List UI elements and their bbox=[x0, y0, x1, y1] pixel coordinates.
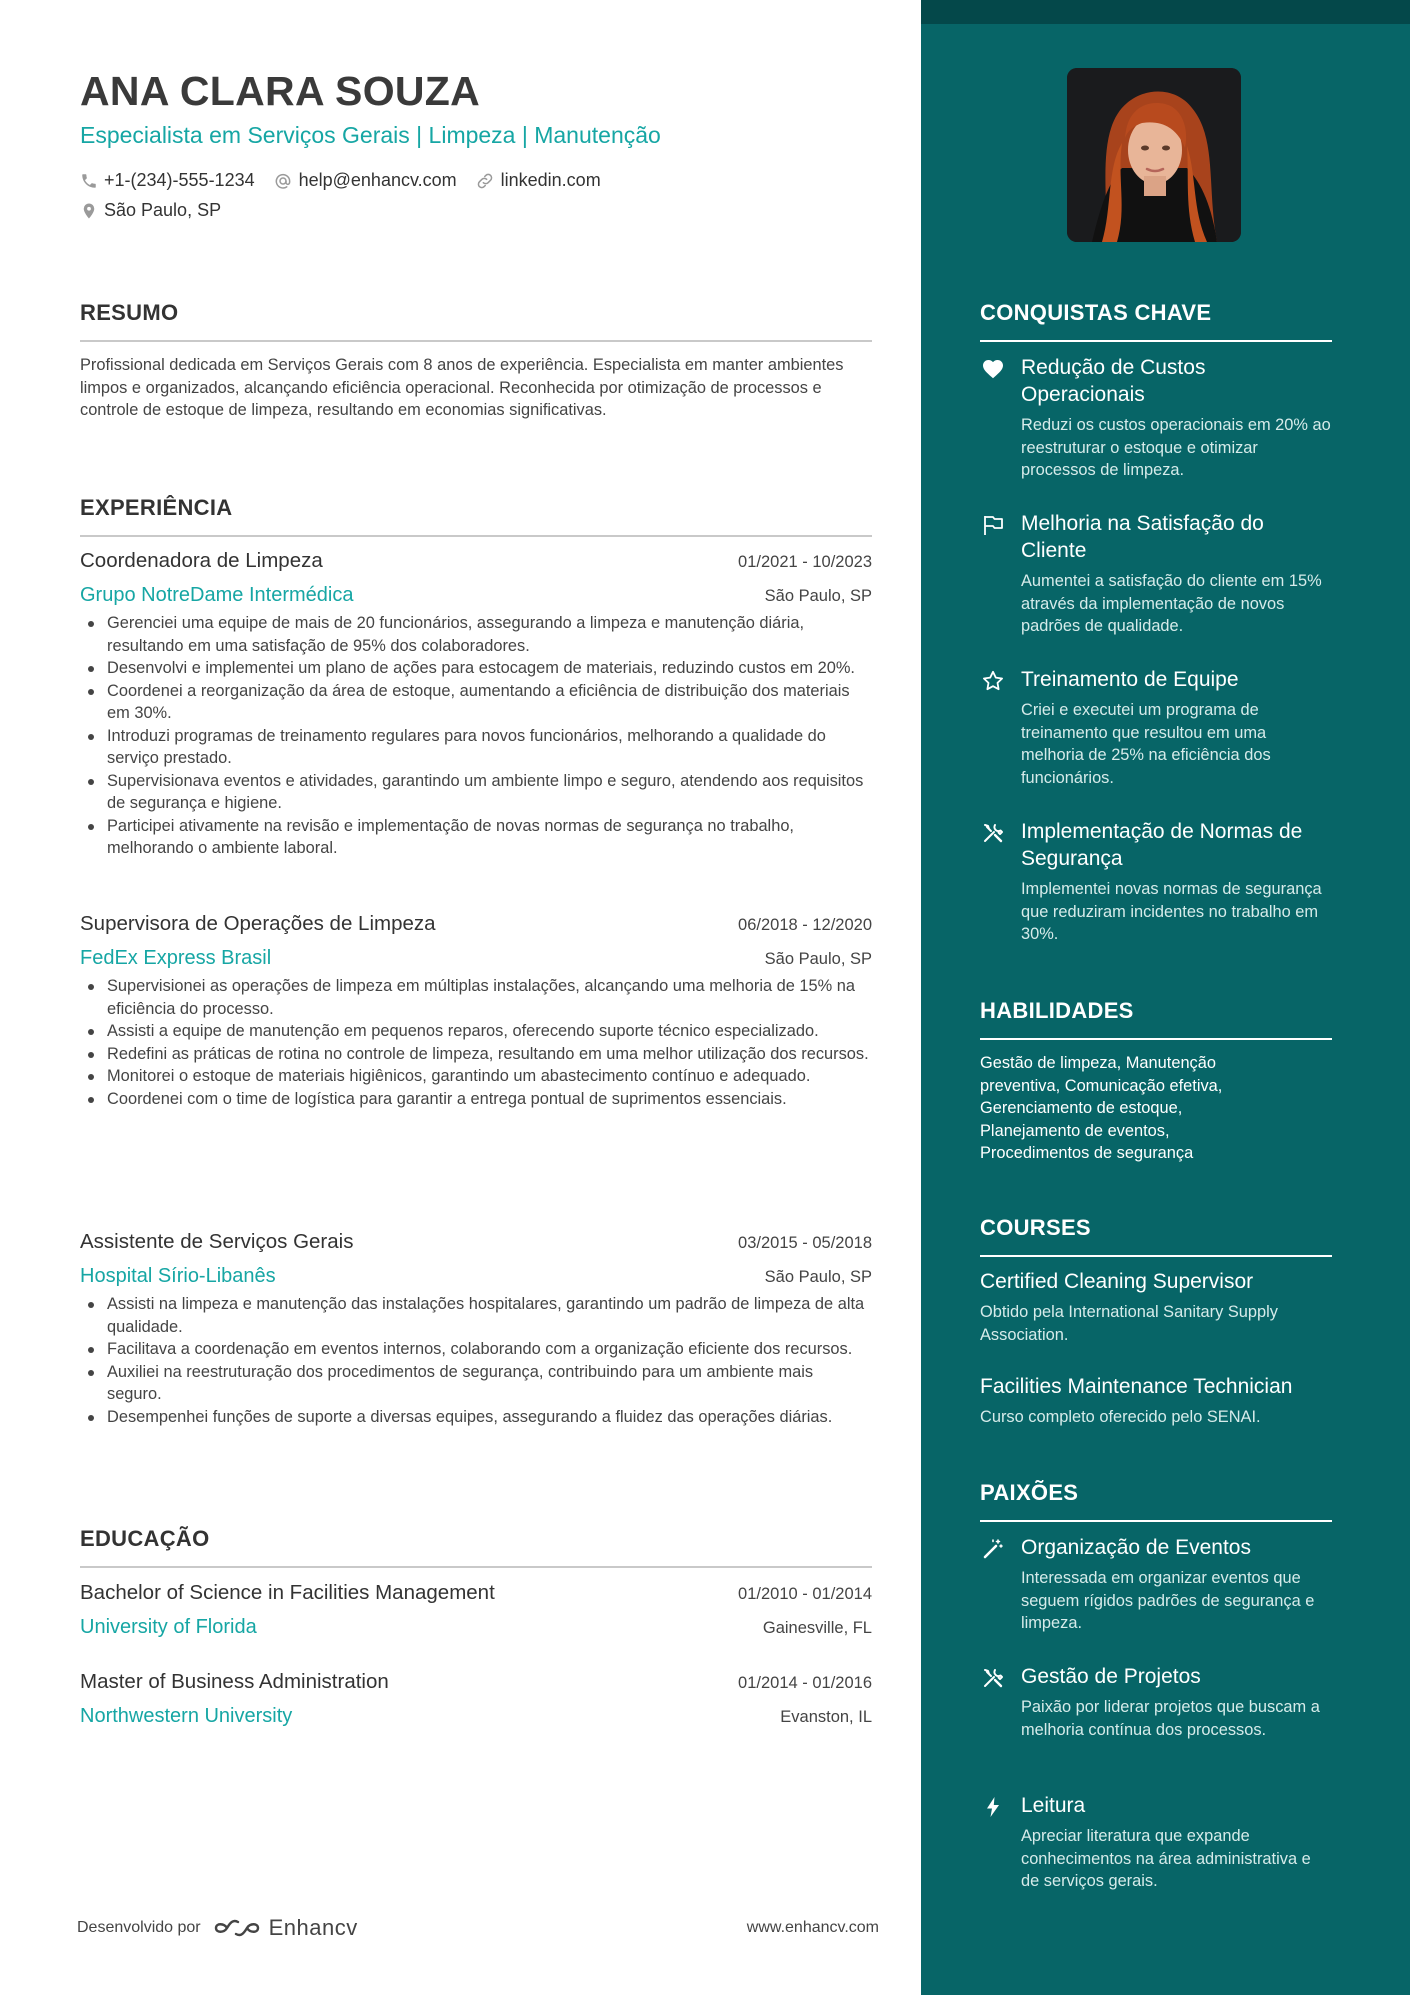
bullet-item: Participei ativamente na revisão e implementação de novas normas de segurança no trabalho, melhorando o ambiente laboral. bbox=[80, 815, 872, 860]
linkedin-text: linkedin.com bbox=[500, 170, 601, 190]
passion-desc: Apreciar literatura que expande conhecimentos na área administrativa e de serviços gerais. bbox=[1021, 1827, 1311, 1890]
bullet-item: Desenvolvi e implementei um plano de ações para estocagem de materiais, reduzindo custos em 20%. bbox=[80, 657, 872, 680]
achievement-desc: Criei e executei um programa de treinamento que resultou em uma melhoria de 25% na eficiência dos funcionários. bbox=[1021, 701, 1271, 787]
contact-row bbox=[80, 170, 619, 191]
course-item bbox=[980, 1373, 1340, 1429]
school-location: Gainesville, FL bbox=[762, 1619, 872, 1637]
sidebar bbox=[921, 0, 1410, 1995]
job-title: Assistente de Serviços Gerais bbox=[80, 1230, 354, 1253]
job-location: São Paulo, SP bbox=[764, 1268, 872, 1286]
bullet-item: Assisti a equipe de manutenção em pequenos reparos, oferecendo suporte técnico especializado. bbox=[80, 1020, 872, 1043]
education-entry bbox=[80, 1581, 872, 1639]
job-location: São Paulo, SP bbox=[764, 587, 872, 605]
bullet-item: Redefini as práticas de rotina no controle de limpeza, resultando em uma melhor utilização dos recursos. bbox=[80, 1043, 872, 1066]
passion-title: Gestão de Projetos bbox=[1021, 1665, 1201, 1688]
phone-icon bbox=[80, 172, 98, 190]
candidate-name: ANA CLARA SOUZA bbox=[80, 68, 481, 114]
bullet-item: Coordenei com o time de logística para garantir a entrega pontual de suprimentos essenciais. bbox=[80, 1088, 872, 1111]
passion-item bbox=[980, 1792, 1332, 1893]
bullet-item: Supervisionei as operações de limpeza em múltiplas instalações, alcançando uma melhoria de 15% na eficiência do processo. bbox=[80, 975, 872, 1020]
location-text: São Paulo, SP bbox=[104, 200, 222, 220]
sidebar-top-band bbox=[921, 0, 1410, 24]
job-title: Supervisora de Operações de Limpeza bbox=[80, 912, 436, 935]
course-desc: Obtido pela International Sanitary Supply Association. bbox=[980, 1303, 1278, 1344]
tools-icon bbox=[980, 821, 1006, 845]
link-icon bbox=[475, 171, 495, 191]
course-desc: Curso completo oferecido pelo SENAI. bbox=[980, 1408, 1261, 1426]
phone-text: +1-(234)-555-1234 bbox=[104, 170, 255, 190]
achievement-title: Melhoria na Satisfação do Cliente bbox=[1021, 512, 1264, 562]
job-dates: 01/2021 - 10/2023 bbox=[738, 553, 872, 571]
magic-wand-icon bbox=[980, 1537, 1006, 1561]
flag-icon bbox=[980, 513, 1006, 537]
courses-heading: COURSES bbox=[980, 1215, 1332, 1257]
achievement-item bbox=[980, 666, 1332, 789]
job-dates: 06/2018 - 12/2020 bbox=[738, 916, 872, 934]
star-icon bbox=[980, 669, 1006, 693]
job-bullets bbox=[80, 975, 872, 1110]
passion-desc: Interessada em organizar eventos que seguem rígidos padrões de segurança e limpeza. bbox=[1021, 1569, 1315, 1632]
education-dates: 01/2010 - 01/2014 bbox=[738, 1585, 872, 1603]
passion-item bbox=[980, 1663, 1332, 1741]
passion-title: Organização de Eventos bbox=[1021, 1536, 1251, 1559]
portrait-illustration bbox=[1067, 68, 1241, 242]
passion-item bbox=[980, 1534, 1332, 1635]
achievement-item bbox=[980, 818, 1332, 946]
skills-text: Gestão de limpeza, Manutenção preventiva, Comunicação efetiva, Gerenciamento de estoque, Planejamento de eventos, Procedimentos de segurança bbox=[980, 1054, 1223, 1162]
achievement-title: Implementação de Normas de Segurança bbox=[1021, 820, 1303, 870]
bullet-item: Desempenhei funções de suporte a diversas equipes, assegurando a fluidez das operações diárias. bbox=[80, 1406, 872, 1429]
achievement-desc: Reduzi os custos operacionais em 20% ao reestruturar o estoque e otimizar processos de limpeza. bbox=[1021, 416, 1331, 479]
job-bullets bbox=[80, 612, 872, 860]
education-dates: 01/2014 - 01/2016 bbox=[738, 1674, 872, 1692]
achievement-title: Redução de Custos Operacionais bbox=[1021, 356, 1206, 406]
contact-email[interactable] bbox=[273, 170, 457, 191]
bullet-item: Coordenei a reorganização da área de estoque, aumentando a eficiência de distribuição dos materiais em 30%. bbox=[80, 680, 872, 725]
school-name: University of Florida bbox=[80, 1616, 257, 1638]
achievement-item bbox=[980, 510, 1332, 638]
achievement-desc: Aumentei a satisfação do cliente em 15% através da implementação de novos padrões de qualidade. bbox=[1021, 572, 1322, 635]
heart-icon bbox=[980, 357, 1006, 381]
footer-brand: Enhancv bbox=[268, 1915, 358, 1940]
education-entry bbox=[80, 1670, 872, 1728]
summary-text: Profissional dedicada em Serviços Gerais com 8 anos de experiência. Especialista em manter ambientes limpos e organizados, alcançando eficiência operacional. Reconhecida por otimização de processos e controle de estoque de limpeza, resultando em economias significativas. bbox=[80, 356, 844, 419]
job-bullets bbox=[80, 1293, 872, 1428]
school-location: Evanston, IL bbox=[780, 1708, 872, 1726]
skills-heading: HABILIDADES bbox=[980, 998, 1332, 1040]
passion-desc: Paixão por liderar projetos que buscam a melhoria contínua dos processos. bbox=[1021, 1698, 1320, 1739]
education-heading: EDUCAÇÃO bbox=[80, 1526, 872, 1568]
bullet-item: Assisti na limpeza e manutenção das instalações hospitalares, garantindo um padrão de limpeza de alta qualidade. bbox=[80, 1293, 872, 1338]
footer-url[interactable]: www.enhancv.com bbox=[746, 1919, 879, 1936]
achievements-heading: CONQUISTAS CHAVE bbox=[980, 300, 1332, 342]
lightning-icon bbox=[980, 1795, 1006, 1819]
job-entry bbox=[80, 1230, 872, 1428]
summary-heading: RESUMO bbox=[80, 300, 872, 342]
school-name: Northwestern University bbox=[80, 1705, 293, 1727]
passion-title: Leitura bbox=[1021, 1794, 1086, 1817]
location-pin-icon bbox=[80, 201, 98, 221]
job-location: São Paulo, SP bbox=[764, 950, 872, 968]
job-title: Coordenadora de Limpeza bbox=[80, 549, 323, 572]
job-dates: 03/2015 - 05/2018 bbox=[738, 1234, 872, 1252]
job-entry bbox=[80, 912, 872, 1110]
contact-phone[interactable] bbox=[80, 170, 255, 191]
contact-linkedin[interactable] bbox=[475, 170, 601, 191]
achievement-desc: Implementei novas normas de segurança que reduziram incidentes no trabalho em 30%. bbox=[1021, 880, 1322, 943]
bullet-item: Monitorei o estoque de materiais higiênicos, garantindo um abastecimento contínuo e adequado. bbox=[80, 1065, 872, 1088]
job-company: Grupo NotreDame Intermédica bbox=[80, 584, 354, 606]
achievement-title: Treinamento de Equipe bbox=[1021, 668, 1239, 691]
at-icon bbox=[273, 171, 293, 191]
profile-photo bbox=[1067, 68, 1241, 242]
passions-heading: PAIXÕES bbox=[980, 1480, 1332, 1522]
bullet-item: Auxiliei na reestruturação dos procedimentos de segurança, contribuindo para um ambiente mais seguro. bbox=[80, 1361, 872, 1406]
footer bbox=[77, 1915, 879, 1941]
job-company: Hospital Sírio-Libanês bbox=[80, 1265, 276, 1287]
experience-heading: EXPERIÊNCIA bbox=[80, 495, 872, 537]
contact-location bbox=[80, 200, 221, 221]
course-item bbox=[980, 1268, 1340, 1346]
enhancv-logo-icon bbox=[213, 1916, 261, 1940]
location-row bbox=[80, 200, 239, 221]
email-text: help@enhancv.com bbox=[298, 170, 457, 190]
bullet-item: Introduzi programas de treinamento regulares para novos funcionários, melhorando a qualidade do serviço prestado. bbox=[80, 725, 872, 770]
achievement-item bbox=[980, 354, 1332, 482]
bullet-item: Supervisionava eventos e atividades, garantindo um ambiente limpo e seguro, atendendo aos requisitos de segurança e higiene. bbox=[80, 770, 872, 815]
degree-title: Master of Business Administration bbox=[80, 1670, 389, 1693]
bullet-item: Facilitava a coordenação em eventos internos, colaborando com a organização eficiente dos recursos. bbox=[80, 1338, 872, 1361]
headline: Especialista em Serviços Gerais | Limpeza | Manutenção bbox=[80, 122, 661, 148]
degree-title: Bachelor of Science in Facilities Management bbox=[80, 1581, 495, 1604]
tools-icon bbox=[980, 1666, 1006, 1690]
bullet-item: Gerenciei uma equipe de mais de 20 funcionários, assegurando a limpeza e manutenção diária, resultando em uma satisfação de 95% dos colaboradores. bbox=[80, 612, 872, 657]
course-title: Facilities Maintenance Technician bbox=[980, 1375, 1293, 1398]
footer-built-by: Desenvolvido por bbox=[77, 1919, 201, 1936]
course-title: Certified Cleaning Supervisor bbox=[980, 1270, 1254, 1293]
job-entry bbox=[80, 549, 872, 860]
job-company: FedEx Express Brasil bbox=[80, 947, 272, 969]
